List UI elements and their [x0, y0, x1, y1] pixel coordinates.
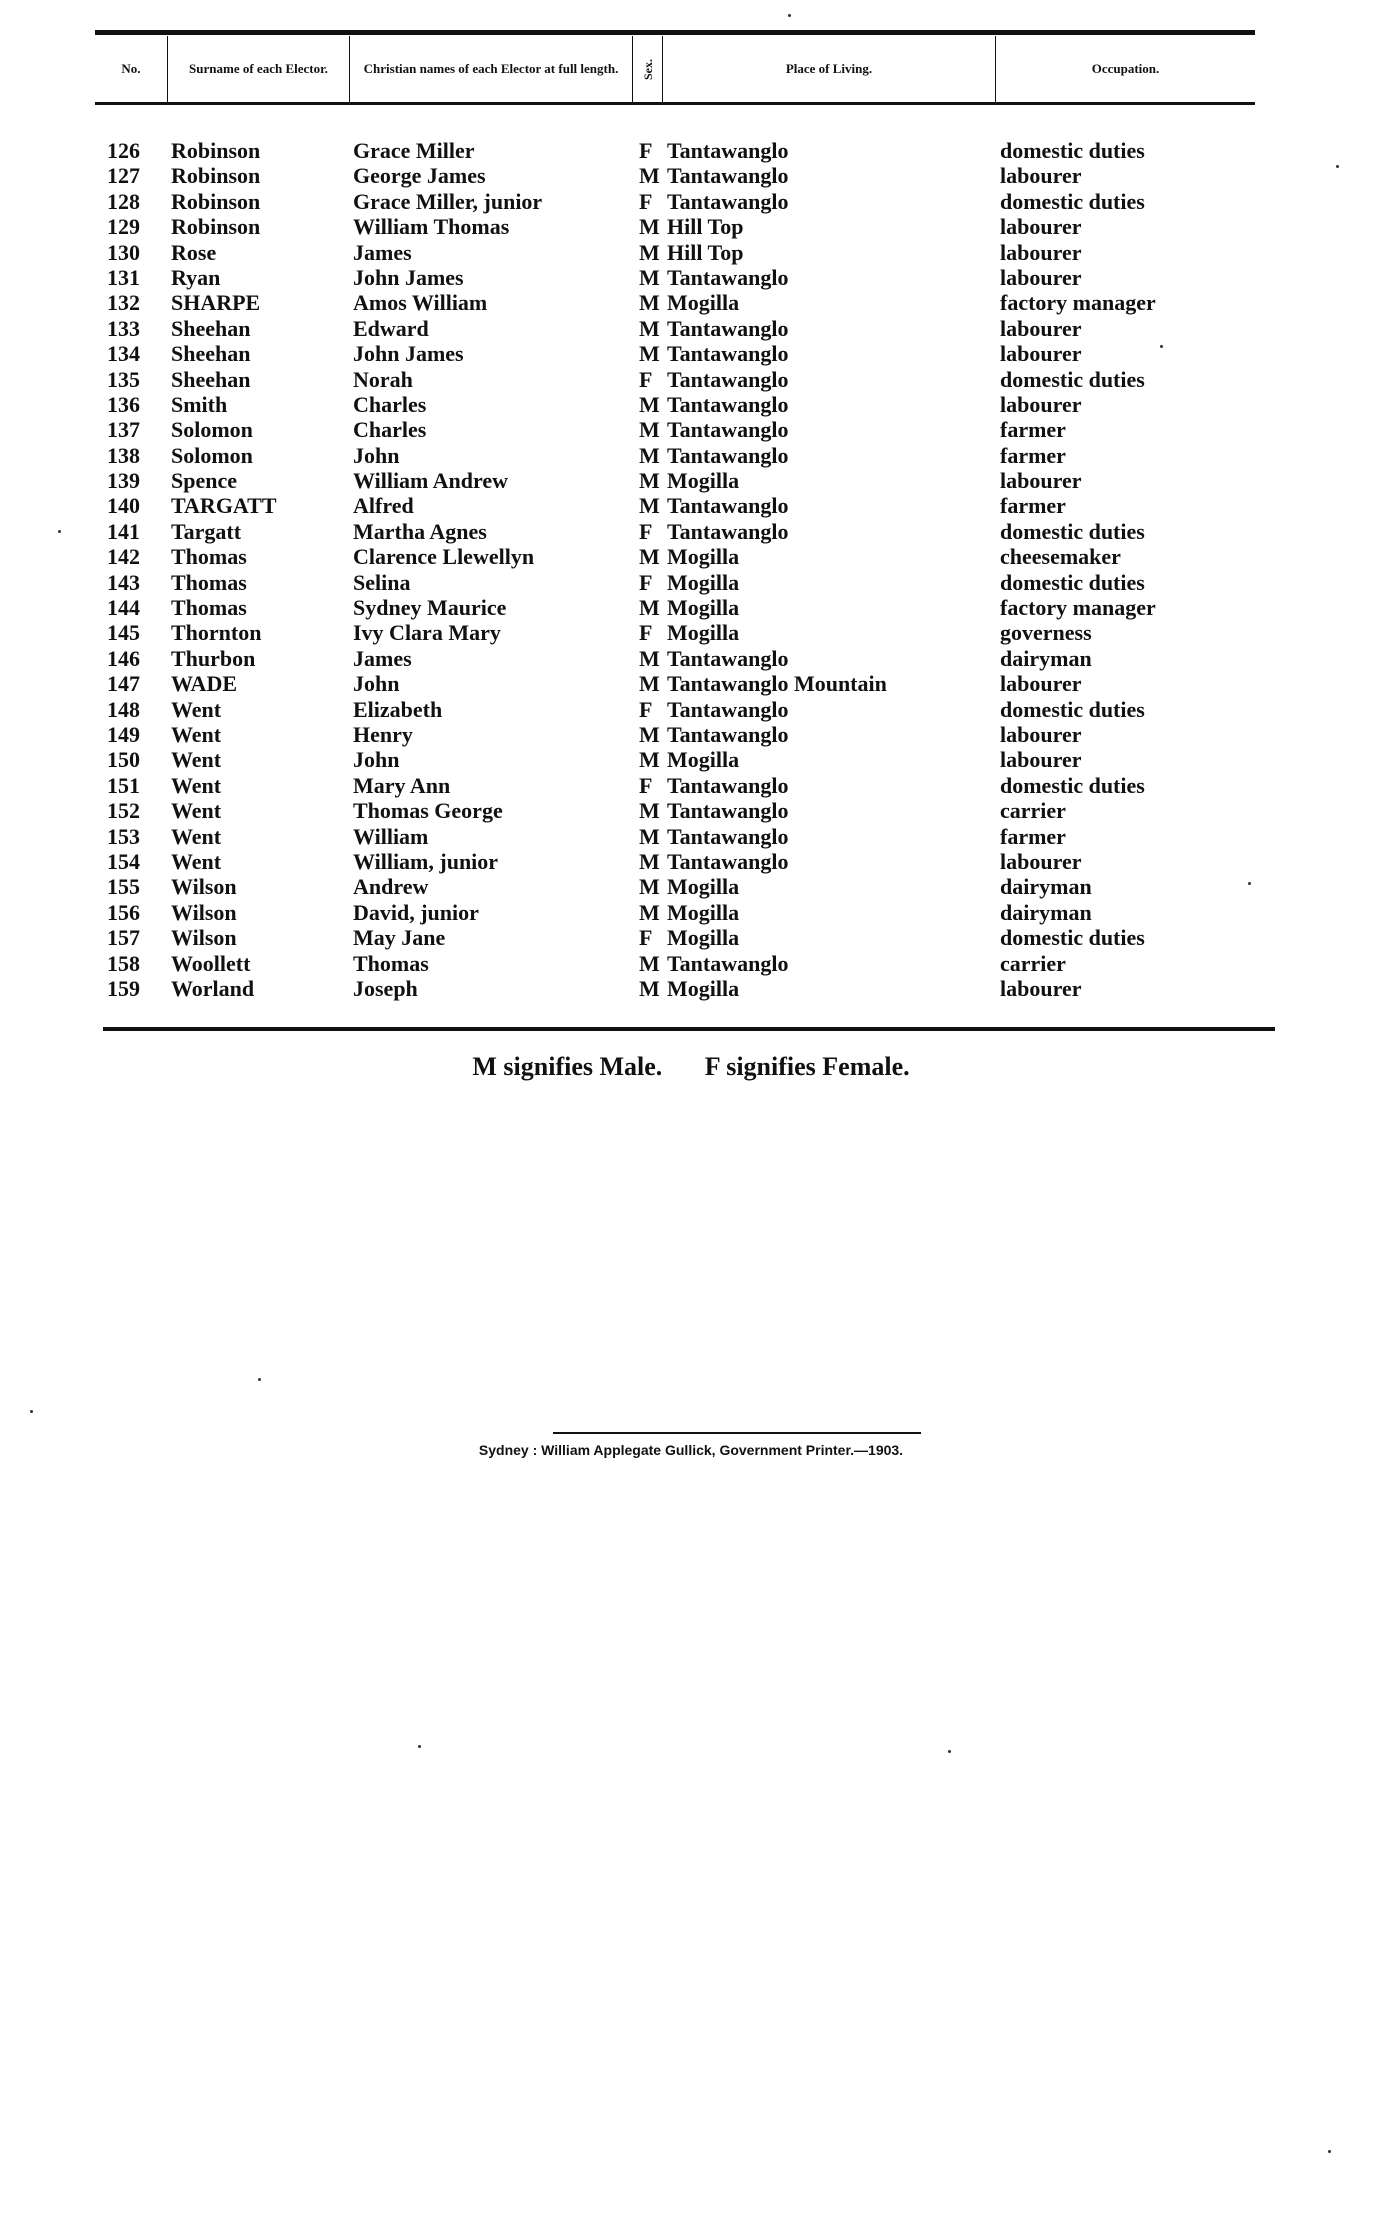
cell-surname: Targatt [171, 518, 242, 544]
cell-christian-names: Thomas George [353, 798, 503, 824]
cell-occupation: dairyman [1000, 899, 1092, 925]
cell-surname: Went [171, 848, 222, 874]
cell-christian-names: Clarence Llewellyn [353, 544, 535, 570]
cell-surname: Went [171, 798, 222, 824]
cell-occupation: domestic duties [1000, 772, 1145, 798]
cell-no: 142 [107, 544, 140, 570]
cell-no: 148 [107, 696, 140, 722]
scan-speck [58, 530, 61, 533]
table-row [95, 493, 1255, 518]
table-row [95, 824, 1255, 849]
cell-sex: M [639, 823, 660, 849]
cell-place: Tantawanglo [667, 366, 789, 392]
cell-no: 128 [107, 188, 140, 214]
cell-no: 154 [107, 848, 140, 874]
cell-christian-names: John James [353, 341, 464, 367]
cell-surname: Went [171, 747, 222, 773]
cell-sex: M [639, 544, 660, 570]
cell-christian-names: Martha Agnes [353, 518, 487, 544]
cell-no: 146 [107, 645, 140, 671]
cell-occupation: cheesemaker [1000, 544, 1121, 570]
cell-christian-names: Amos William [353, 290, 488, 316]
table-row [95, 265, 1255, 290]
cell-christian-names: Sydney Maurice [353, 595, 507, 621]
table-row [95, 367, 1255, 392]
cell-sex: M [639, 391, 660, 417]
cell-christian-names: Grace Miller, junior [353, 188, 543, 214]
cell-occupation: labourer [1000, 315, 1082, 341]
cell-no: 157 [107, 925, 140, 951]
cell-no: 135 [107, 366, 140, 392]
cell-christian-names: William Thomas [353, 214, 510, 240]
cell-sex: F [639, 366, 653, 392]
cell-no: 156 [107, 899, 140, 925]
table-row [95, 138, 1255, 163]
cell-christian-names: May Jane [353, 925, 446, 951]
cell-surname: TARGATT [171, 493, 277, 519]
top-rule [95, 30, 1255, 35]
cell-occupation: carrier [1000, 950, 1066, 976]
cell-christian-names: Alfred [353, 493, 414, 519]
cell-no: 130 [107, 239, 140, 265]
cell-sex: M [639, 417, 660, 443]
cell-surname: Robinson [171, 163, 261, 189]
cell-christian-names: James [353, 645, 412, 671]
cell-sex: M [639, 341, 660, 367]
cell-place: Mogilla [667, 569, 740, 595]
cell-no: 151 [107, 772, 140, 798]
header-surname: Surname of each Elector. [168, 36, 350, 102]
cell-surname: Thurbon [171, 645, 256, 671]
cell-place: Tantawanglo [667, 417, 789, 443]
cell-christian-names: Grace Miller [353, 138, 475, 163]
cell-surname: Went [171, 721, 222, 747]
header-sex [633, 36, 663, 102]
cell-place: Tantawanglo [667, 442, 789, 468]
table-row [95, 697, 1255, 722]
cell-no: 127 [107, 163, 140, 189]
cell-place: Tantawanglo [667, 721, 789, 747]
cell-place: Tantawanglo [667, 138, 789, 163]
cell-no: 134 [107, 341, 140, 367]
cell-no: 147 [107, 671, 140, 697]
cell-occupation: labourer [1000, 848, 1082, 874]
cell-surname: Went [171, 772, 222, 798]
cell-no: 144 [107, 595, 140, 621]
table-row [95, 798, 1255, 823]
table-row [95, 163, 1255, 188]
cell-christian-names: David, junior [353, 899, 479, 925]
cell-place: Mogilla [667, 290, 740, 316]
cell-surname: Wilson [171, 899, 237, 925]
cell-no: 153 [107, 823, 140, 849]
bottom-rule [103, 1027, 1275, 1031]
table-row [95, 874, 1255, 899]
cell-surname: Thomas [171, 595, 247, 621]
scan-speck [948, 1750, 951, 1753]
scan-speck [1336, 165, 1339, 168]
cell-place: Mogilla [667, 544, 740, 570]
cell-place: Mogilla [667, 747, 740, 773]
cell-occupation: domestic duties [1000, 569, 1145, 595]
cell-no: 145 [107, 620, 140, 646]
cell-occupation: dairyman [1000, 874, 1092, 900]
cell-christian-names: Ivy Clara Mary [353, 620, 501, 646]
cell-sex: M [639, 747, 660, 773]
header-no: No. [95, 36, 168, 102]
cell-christian-names: Joseph [353, 975, 418, 1001]
cell-surname: Robinson [171, 214, 261, 240]
cell-christian-names: Andrew [353, 874, 429, 900]
cell-surname: Worland [171, 975, 255, 1001]
scan-speck [30, 1410, 33, 1413]
cell-sex: M [639, 874, 660, 900]
cell-no: 137 [107, 417, 140, 443]
cell-place: Tantawanglo [667, 823, 789, 849]
table-row [95, 341, 1255, 366]
cell-surname: Thornton [171, 620, 262, 646]
cell-no: 132 [107, 290, 140, 316]
cell-sex: M [639, 798, 660, 824]
cell-surname: Wilson [171, 874, 237, 900]
cell-christian-names: William, junior [353, 848, 499, 874]
cell-occupation: domestic duties [1000, 366, 1145, 392]
cell-occupation: domestic duties [1000, 138, 1145, 163]
cell-no: 140 [107, 493, 140, 519]
cell-surname: Sheehan [171, 366, 251, 392]
scan-speck [1328, 2150, 1331, 2153]
cell-occupation: labourer [1000, 264, 1082, 290]
cell-place: Mogilla [667, 595, 740, 621]
cell-no: 126 [107, 138, 140, 163]
cell-sex: M [639, 264, 660, 290]
cell-place: Tantawanglo [667, 798, 789, 824]
table-row [95, 417, 1255, 442]
cell-surname: Robinson [171, 188, 261, 214]
legend-male: M signifies Male. [472, 1052, 663, 1081]
cell-sex: F [639, 518, 653, 544]
cell-sex: M [639, 950, 660, 976]
cell-sex: F [639, 138, 653, 163]
cell-sex: M [639, 671, 660, 697]
imprint-rule [553, 1432, 921, 1434]
table-row [95, 849, 1255, 874]
cell-christian-names: James [353, 239, 412, 265]
cell-occupation: domestic duties [1000, 696, 1145, 722]
cell-occupation: domestic duties [1000, 188, 1145, 214]
cell-surname: Ryan [171, 264, 221, 290]
cell-occupation: farmer [1000, 417, 1066, 443]
cell-no: 155 [107, 874, 140, 900]
table-row [95, 544, 1255, 569]
cell-no: 139 [107, 468, 140, 494]
scan-speck [1248, 882, 1251, 885]
table-row [95, 290, 1255, 315]
cell-sex: M [639, 163, 660, 189]
header-occupation: Occupation. [1091, 61, 1160, 76]
cell-surname: Went [171, 696, 222, 722]
cell-surname: Sheehan [171, 315, 251, 341]
cell-sex: M [639, 493, 660, 519]
cell-place: Tantawanglo [667, 848, 789, 874]
printer-imprint: Sydney : William Applegate Gullick, Government Printer.—1903. [478, 1442, 904, 1458]
cell-sex: M [639, 442, 660, 468]
table-row [95, 900, 1255, 925]
cell-place: Tantawanglo [667, 341, 789, 367]
cell-occupation: labourer [1000, 163, 1082, 189]
cell-surname: Thomas [171, 569, 247, 595]
table-row [95, 646, 1255, 671]
cell-surname: Spence [171, 468, 237, 494]
cell-place: Tantawanglo [667, 264, 789, 290]
cell-place: Tantawanglo Mountain [667, 671, 887, 697]
cell-place: Mogilla [667, 874, 740, 900]
scan-speck [418, 1745, 421, 1748]
cell-christian-names: Thomas [353, 950, 429, 976]
cell-sex: F [639, 772, 653, 798]
cell-christian-names: Norah [353, 366, 413, 392]
cell-no: 159 [107, 975, 140, 1001]
table-row [95, 671, 1255, 696]
cell-occupation: carrier [1000, 798, 1066, 824]
cell-occupation: farmer [1000, 493, 1066, 519]
cell-place: Tantawanglo [667, 188, 789, 214]
cell-no: 150 [107, 747, 140, 773]
table-row [95, 951, 1255, 976]
cell-occupation: labourer [1000, 721, 1082, 747]
cell-surname: Robinson [171, 138, 261, 163]
cell-no: 158 [107, 950, 140, 976]
cell-no: 141 [107, 518, 140, 544]
table-row [95, 722, 1255, 747]
table-row [95, 925, 1255, 950]
cell-place: Tantawanglo [667, 645, 789, 671]
cell-surname: WADE [171, 671, 238, 697]
cell-place: Tantawanglo [667, 518, 789, 544]
cell-place: Tantawanglo [667, 493, 789, 519]
cell-surname: SHARPE [171, 290, 261, 316]
table-row [95, 316, 1255, 341]
cell-sex: F [639, 569, 653, 595]
cell-christian-names: George James [353, 163, 486, 189]
cell-occupation: labourer [1000, 214, 1082, 240]
cell-sex: F [639, 925, 653, 951]
cell-sex: F [639, 188, 653, 214]
cell-occupation: labourer [1000, 671, 1082, 697]
cell-christian-names: Henry [353, 721, 413, 747]
cell-sex: F [639, 620, 653, 646]
table-body [95, 138, 1255, 1001]
scan-speck [258, 1378, 261, 1381]
cell-no: 143 [107, 569, 140, 595]
table-row [95, 620, 1255, 645]
cell-sex: M [639, 214, 660, 240]
cell-christian-names: Elizabeth [353, 696, 443, 722]
header-christian-names: Christian names of each Elector at full length. [350, 36, 633, 102]
cell-place: Tantawanglo [667, 315, 789, 341]
table-row [95, 392, 1255, 417]
cell-christian-names: Edward [353, 315, 429, 341]
cell-surname: Solomon [171, 417, 253, 443]
cell-christian-names: Mary Ann [353, 772, 451, 798]
legend-female: F signifies Female. [704, 1052, 910, 1081]
cell-sex: M [639, 468, 660, 494]
cell-surname: Rose [171, 239, 217, 265]
cell-sex: M [639, 290, 660, 316]
cell-occupation: labourer [1000, 391, 1082, 417]
cell-no: 152 [107, 798, 140, 824]
cell-place: Mogilla [667, 925, 740, 951]
table-row [95, 240, 1255, 265]
header-place: Place of Living. [663, 36, 996, 102]
cell-occupation: governess [1000, 620, 1092, 646]
cell-occupation: farmer [1000, 442, 1066, 468]
table-row [95, 595, 1255, 620]
cell-sex: M [639, 239, 660, 265]
cell-christian-names: John [353, 671, 400, 697]
cell-christian-names: John [353, 747, 400, 773]
table-row [95, 773, 1255, 798]
cell-occupation: factory manager [1000, 290, 1156, 316]
cell-surname: Thomas [171, 544, 247, 570]
cell-surname: Wilson [171, 925, 237, 951]
cell-sex: M [639, 595, 660, 621]
table-row [95, 976, 1255, 1001]
cell-no: 131 [107, 264, 140, 290]
cell-christian-names: William [353, 823, 429, 849]
cell-place: Mogilla [667, 620, 740, 646]
scan-speck [788, 14, 791, 17]
cell-christian-names: John James [353, 264, 464, 290]
cell-place: Hill Top [667, 239, 744, 265]
cell-occupation: labourer [1000, 239, 1082, 265]
cell-occupation: labourer [1000, 341, 1082, 367]
cell-christian-names: John [353, 442, 400, 468]
cell-occupation: farmer [1000, 823, 1066, 849]
cell-place: Hill Top [667, 214, 744, 240]
table-row [95, 519, 1255, 544]
cell-occupation: domestic duties [1000, 925, 1145, 951]
header-sex-label: Sex. [640, 58, 655, 80]
table-row [95, 468, 1255, 493]
table-row [95, 570, 1255, 595]
cell-place: Tantawanglo [667, 696, 789, 722]
cell-sex: F [639, 696, 653, 722]
cell-place: Tantawanglo [667, 950, 789, 976]
scan-speck [1160, 345, 1163, 348]
cell-surname: Went [171, 823, 222, 849]
sex-legend [0, 1052, 1382, 1082]
cell-surname: Solomon [171, 442, 253, 468]
table-header [95, 36, 1255, 105]
cell-place: Tantawanglo [667, 391, 789, 417]
cell-no: 138 [107, 442, 140, 468]
cell-sex: M [639, 315, 660, 341]
cell-christian-names: Charles [353, 391, 427, 417]
cell-place: Mogilla [667, 468, 740, 494]
cell-christian-names: Charles [353, 417, 427, 443]
cell-place: Mogilla [667, 899, 740, 925]
cell-occupation: factory manager [1000, 595, 1156, 621]
cell-sex: M [639, 645, 660, 671]
cell-place: Tantawanglo [667, 163, 789, 189]
cell-no: 149 [107, 721, 140, 747]
table-row [95, 214, 1255, 239]
table-row [95, 747, 1255, 772]
cell-no: 133 [107, 315, 140, 341]
cell-place: Mogilla [667, 975, 740, 1001]
cell-sex: M [639, 975, 660, 1001]
cell-surname: Smith [171, 391, 228, 417]
cell-place: Tantawanglo [667, 772, 789, 798]
cell-occupation: labourer [1000, 975, 1082, 1001]
cell-sex: M [639, 848, 660, 874]
cell-occupation: labourer [1000, 747, 1082, 773]
cell-occupation: dairyman [1000, 645, 1092, 671]
cell-occupation: labourer [1000, 468, 1082, 494]
cell-occupation: domestic duties [1000, 518, 1145, 544]
cell-no: 136 [107, 391, 140, 417]
cell-sex: M [639, 899, 660, 925]
table-row [95, 189, 1255, 214]
cell-no: 129 [107, 214, 140, 240]
cell-surname: Sheehan [171, 341, 251, 367]
cell-surname: Woollett [171, 950, 251, 976]
cell-christian-names: Selina [353, 569, 411, 595]
cell-christian-names: William Andrew [353, 468, 509, 494]
table-row [95, 443, 1255, 468]
cell-sex: M [639, 721, 660, 747]
